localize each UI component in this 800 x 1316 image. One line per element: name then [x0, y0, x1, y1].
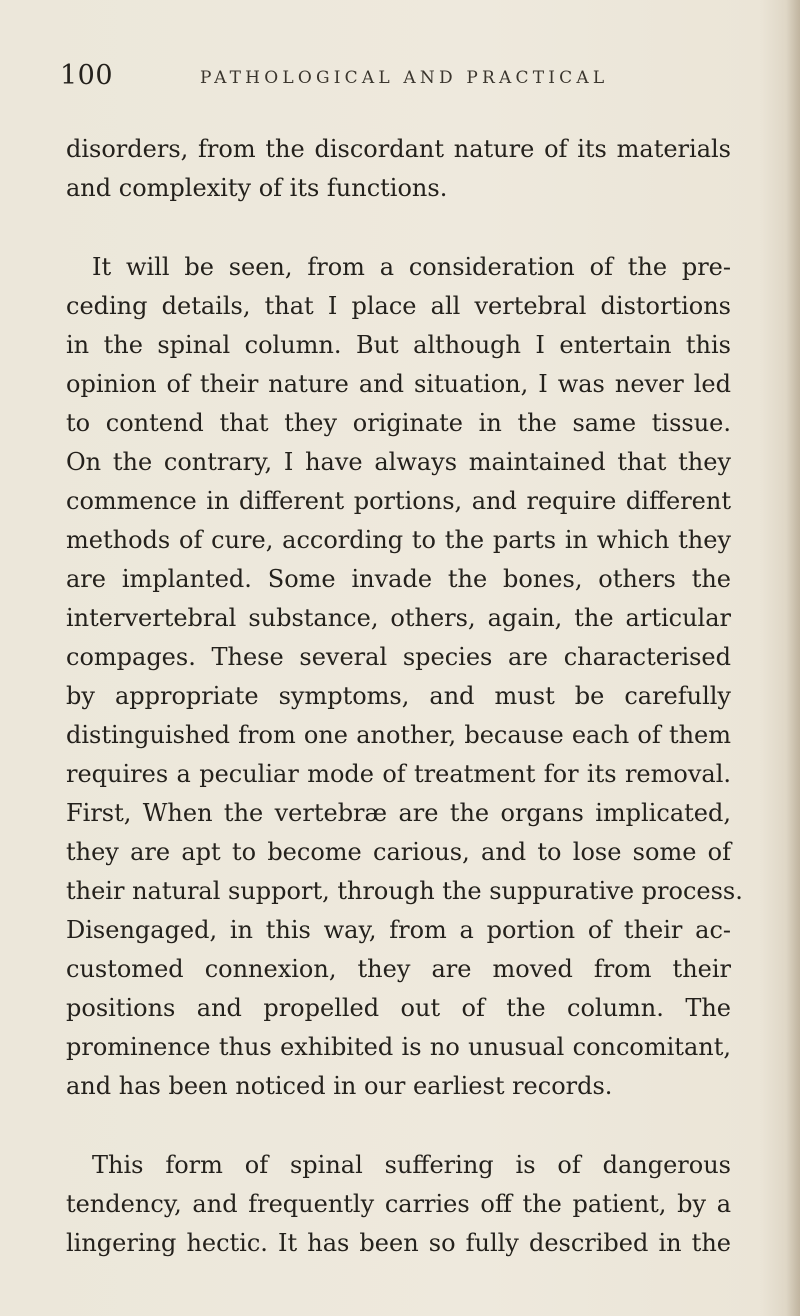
- text-line: compages. These several species are characterised: [66, 643, 731, 671]
- text-line: ceding details, that I place all vertebral distortions: [66, 292, 731, 320]
- text-line: opinion of their nature and situation, I was never led: [66, 370, 731, 398]
- running-head: PATHOLOGICAL AND PRACTICAL: [200, 68, 609, 88]
- text-line: they are apt to become carious, and to lose some of: [66, 838, 731, 866]
- page-header: [60, 60, 740, 100]
- text-line: are implanted. Some invade the bones, others the: [66, 565, 731, 593]
- paragraph-2: [66, 248, 743, 1106]
- paragraph-gap: [66, 1106, 731, 1146]
- page-number: 100: [60, 60, 114, 91]
- text-line: First, When the vertebræ are the organs implicated,: [66, 799, 731, 827]
- text-line: their natural support, through the suppurative process.: [66, 877, 743, 905]
- text-line: disorders, from the discordant nature of its materials: [66, 135, 731, 163]
- text-line: lingering hectic. It has been so fully described in the: [66, 1229, 731, 1257]
- text-line: and complexity of its functions.: [66, 174, 448, 202]
- paragraph-gap: [66, 208, 731, 248]
- text-line: intervertebral substance, others, again, the articular: [66, 604, 731, 632]
- text-line: positions and propelled out of the column. The: [66, 994, 731, 1022]
- text-line: in the spinal column. But although I entertain this: [66, 331, 731, 359]
- paragraph-1: [66, 130, 731, 208]
- body-text: [66, 130, 743, 1263]
- text-line: On the contrary, I have always maintained that they: [66, 448, 731, 476]
- text-line: to contend that they originate in the same tissue.: [66, 409, 731, 437]
- paragraph-3: [66, 1146, 731, 1263]
- text-line: It will be seen, from a consideration of the pre-: [92, 253, 731, 281]
- page-edge-shadow: [786, 0, 800, 1316]
- text-line: commence in different portions, and require different: [66, 487, 731, 515]
- text-line: tendency, and frequently carries off the patient, by a: [66, 1190, 731, 1218]
- text-line: customed connexion, they are moved from their: [66, 955, 731, 983]
- text-line: This form of spinal suffering is of dangerous: [92, 1151, 731, 1179]
- text-line: and has been noticed in our earliest records.: [66, 1072, 613, 1100]
- text-line: Disengaged, in this way, from a portion of their ac-: [66, 916, 731, 944]
- text-line: requires a peculiar mode of treatment for its removal.: [66, 760, 731, 788]
- text-line: by appropriate symptoms, and must be carefully: [66, 682, 731, 710]
- text-line: prominence thus exhibited is no unusual concomitant,: [66, 1033, 731, 1061]
- text-line: distinguished from one another, because each of them: [66, 721, 731, 749]
- text-line: methods of cure, according to the parts in which they: [66, 526, 731, 554]
